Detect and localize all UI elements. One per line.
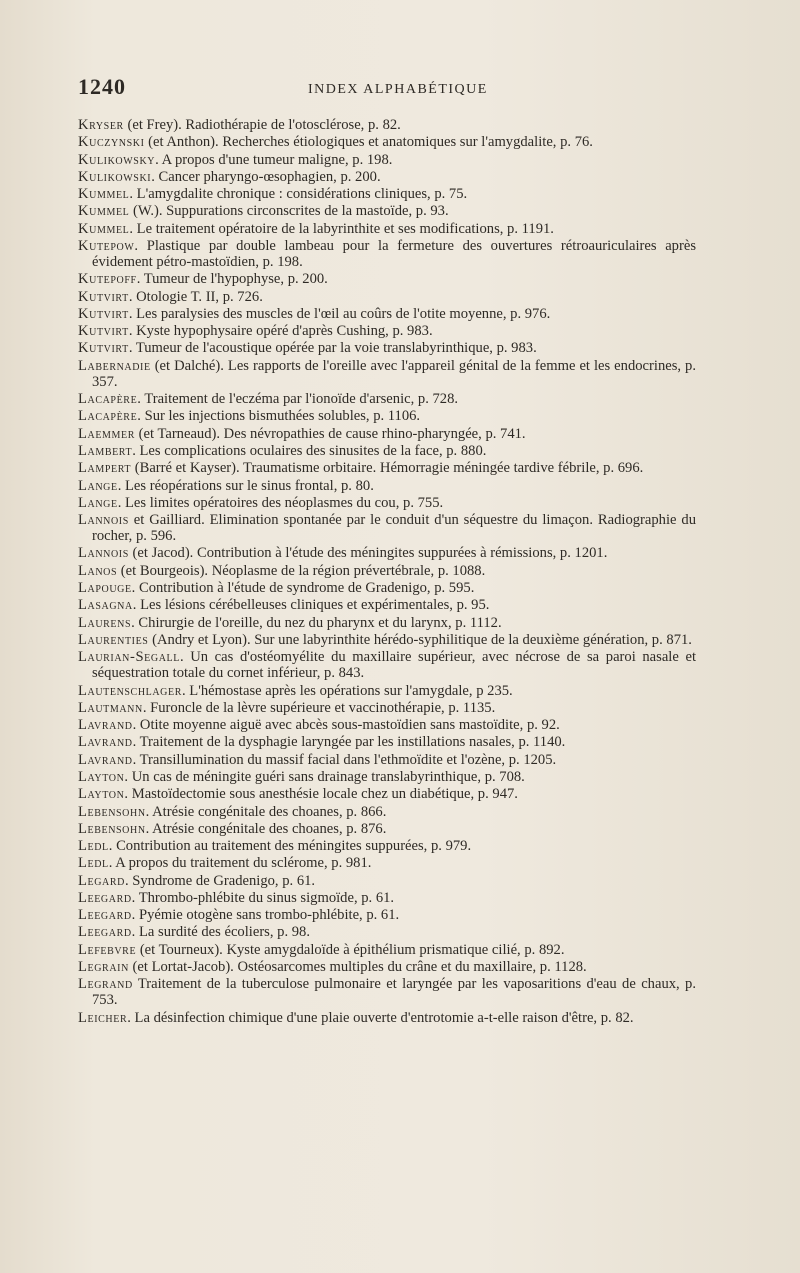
- index-entry: [78, 495, 696, 511]
- index-entry: [78, 821, 696, 837]
- entry-author: Lebensohn: [78, 803, 146, 820]
- entry-author: Lautenschlager: [78, 682, 182, 699]
- index-entry: [78, 804, 696, 820]
- entry-author: Lavrand: [78, 751, 133, 768]
- entry-author: Labernadie: [78, 357, 151, 374]
- entry-author: Kulikowski: [78, 168, 152, 185]
- index-entry: [78, 238, 696, 270]
- entry-text: . Furoncle de la lèvre supérieure et vaccinothérapie, p. 1135.: [142, 699, 496, 716]
- index-entry: [78, 752, 696, 768]
- index-entry: [78, 169, 696, 185]
- index-entry: [78, 734, 696, 750]
- entry-author: Layton: [78, 786, 125, 803]
- entry-text: . Kyste hypophysaire opéré d'après Cushing, p. 983.: [128, 323, 433, 340]
- entry-text: (Barré et Kayser). Traumatisme orbitaire. Hémorragie méningée tardive fébrile, p. 696.: [131, 460, 644, 477]
- entry-author: Leegard: [78, 907, 132, 924]
- page-number: 1240: [78, 74, 126, 99]
- index-entry: [78, 873, 696, 889]
- entry-text: (et Lortat-Jacob). Ostéosarcomes multiples du crâne et du maxillaire, p. 1128.: [128, 959, 587, 976]
- entry-author: Kutvirt: [78, 305, 129, 322]
- index-entry: [78, 890, 696, 906]
- index-entry: [78, 426, 696, 442]
- index-entry: [78, 855, 696, 871]
- index-entry: [78, 340, 696, 356]
- entry-text: . Les lésions cérébelleuses cliniques et expérimentales, p. 95.: [132, 597, 490, 614]
- entry-author: Kutepow: [78, 237, 135, 254]
- entry-text: . La surdité des écoliers, p. 98.: [131, 924, 310, 941]
- index-entry: [78, 117, 696, 133]
- index-entry: [78, 683, 696, 699]
- entry-author: Lasagna: [78, 597, 133, 614]
- entry-author: Kuczynski: [78, 134, 145, 151]
- index-entry: [78, 597, 696, 613]
- entry-author: Layton: [78, 768, 125, 785]
- entry-author: Laemmer: [78, 425, 136, 442]
- entry-author: Lacapère: [78, 391, 138, 408]
- index-entry: [78, 391, 696, 407]
- index-entry: [78, 786, 696, 802]
- index-entry: [78, 907, 696, 923]
- index-entry: [78, 134, 696, 150]
- entry-author: Legrand: [78, 976, 133, 993]
- entry-text: (W.). Suppurations circonscrites de la mastoïde, p. 93.: [129, 203, 449, 220]
- entry-text: Traitement de la tuberculose pulmonaire et laryngée par les vaposaritions d'eau de chaux, p. 753.: [92, 976, 696, 1009]
- entry-author: Lanos: [78, 562, 118, 579]
- entry-text: (et Anthon). Recherches étiologiques et anatomiques sur l'amygdalite, p. 76.: [144, 134, 593, 151]
- entry-text: . Cancer pharyngo-œsophagien, p. 200.: [151, 168, 381, 185]
- entry-text: . Tumeur de l'acoustique opérée par la voie translabyrinthique, p. 983.: [128, 340, 537, 357]
- entry-author: Lange: [78, 494, 118, 511]
- index-entry: [78, 942, 696, 958]
- entry-text: . Sur les injections bismuthées solubles, p. 1106.: [137, 408, 421, 425]
- entry-author: Kummel: [78, 186, 130, 203]
- index-entry: [78, 152, 696, 168]
- entry-text: . A propos d'une tumeur maligne, p. 198.: [155, 151, 393, 168]
- entry-text: . Un cas de méningite guéri sans drainage translabyrinthique, p. 708.: [124, 768, 525, 785]
- entry-text: . Atrésie congénitale des choanes, p. 866.: [145, 803, 387, 820]
- entry-text: . Thrombo-phlébite du sinus sigmoïde, p. 61.: [131, 889, 395, 906]
- entry-author: Laurens: [78, 614, 132, 631]
- entry-text: (et Jacod). Contribution à l'étude des méningites suppurées à rémissions, p. 1201.: [128, 545, 608, 562]
- entry-author: Leegard: [78, 924, 132, 941]
- entry-text: . Traitement de l'eczéma par l'ionoïde d'arsenic, p. 728.: [137, 391, 459, 408]
- entry-author: Leicher: [78, 1009, 128, 1026]
- entry-text: . Contribution à l'étude de syndrome de Gradenigo, p. 595.: [131, 580, 475, 597]
- entry-author: Lampert: [78, 460, 132, 477]
- entry-text: . L'hémostase après les opérations sur l'amygdale, p 235.: [181, 682, 513, 699]
- entry-author: Lavrand: [78, 717, 133, 734]
- entry-text: . Atrésie congénitale des choanes, p. 876.: [145, 820, 387, 837]
- entry-text: . Otite moyenne aiguë avec abcès sous-mastoïdien sans mastoïdite, p. 92.: [132, 717, 560, 734]
- entry-text: . Mastoïdectomie sous anesthésie locale chez un diabétique, p. 947.: [124, 786, 518, 803]
- entry-author: Lebensohn: [78, 820, 146, 837]
- entry-text: (et Bourgeois). Néoplasme de la région prévertébrale, p. 1088.: [117, 562, 486, 579]
- entry-text: . Contribution au traitement des méningites suppurées, p. 979.: [108, 838, 472, 855]
- index-entry: [78, 563, 696, 579]
- entry-text: . Le traitement opératoire de la labyrinthite et ses modifications, p. 1191.: [129, 220, 554, 237]
- index-entry: [78, 271, 696, 287]
- entry-author: Kutvirt: [78, 323, 129, 340]
- entry-text: . Les complications oculaires des sinusites de la face, p. 880.: [132, 442, 487, 459]
- entry-text: . Chirurgie de l'oreille, du nez du pharynx et du larynx, p. 1112.: [131, 614, 502, 631]
- entry-author: Lange: [78, 477, 118, 494]
- index-entry: [78, 545, 696, 561]
- index-entry: [78, 769, 696, 785]
- index-entry: [78, 976, 696, 1008]
- entry-text: . L'amygdalite chronique : considérations cliniques, p. 75.: [129, 186, 468, 203]
- entry-author: Kulikowsky: [78, 151, 156, 168]
- entry-text: (Andry et Lyon). Sur une labyrinthite hérédo-syphilitique de la deuxième génération, p. 871.: [148, 631, 692, 648]
- index-entry: [78, 649, 696, 681]
- index-entry: [78, 512, 696, 544]
- index-entry: [78, 615, 696, 631]
- entry-text: . Les paralysies des muscles de l'œil au coûrs de l'otite moyenne, p. 976.: [128, 305, 551, 322]
- entry-text: (et Frey). Radiothérapie de l'otosclérose, p. 82.: [123, 117, 401, 133]
- index-entry: [78, 1010, 696, 1026]
- index-entry: [78, 478, 696, 494]
- entry-author: Lautmann: [78, 699, 143, 716]
- index-entry: [78, 717, 696, 733]
- entry-text: (et Tarneaud). Des névropathies de cause rhino-pharyngée, p. 741.: [135, 425, 526, 442]
- entry-author: Lavrand: [78, 734, 133, 751]
- entry-text: (et Dalché). Les rapports de l'oreille avec l'appareil génital de la femme et les endocrines, p. 357.: [92, 357, 696, 390]
- entry-author: Legrain: [78, 959, 129, 976]
- entry-author: Kutvirt: [78, 340, 129, 357]
- entry-author: Lacapère: [78, 408, 138, 425]
- index-entry: [78, 408, 696, 424]
- index-entries: [78, 117, 696, 1027]
- entry-text: (et Tourneux). Kyste amygdaloïde à épithélium prismatique cilié, p. 892.: [136, 941, 565, 958]
- index-entry: [78, 460, 696, 476]
- entry-author: Kummel: [78, 203, 130, 220]
- entry-text: et Gailliard. Elimination spontanée par le conduit d'un séquestre du limaçon. Radiographie du rocher, p. 596.: [92, 512, 696, 545]
- index-entry: [78, 203, 696, 219]
- entry-author: Lambert: [78, 442, 133, 459]
- index-entry: [78, 443, 696, 459]
- entry-text: . Syndrome de Gradenigo, p. 61.: [124, 872, 316, 889]
- entry-author: Lapouge: [78, 580, 132, 597]
- index-entry: [78, 700, 696, 716]
- entry-author: Ledl: [78, 838, 109, 855]
- entry-text: . Pyémie otogène sans trombo-phlébite, p. 61.: [131, 907, 400, 924]
- index-entry: [78, 959, 696, 975]
- entry-author: Laurenties: [78, 631, 149, 648]
- entry-author: Kryser: [78, 117, 124, 133]
- entry-text: . Un cas d'ostéomyélite du maxillaire supérieur, avec nécrose de sa paroi nasale et séquestration totale du cornet inférieur, p. 843.: [92, 649, 696, 682]
- entry-text: . A propos du traitement du sclérome, p. 981.: [108, 855, 372, 872]
- entry-author: Lannois: [78, 512, 129, 529]
- index-entry: [78, 632, 696, 648]
- index-entry: [78, 838, 696, 854]
- entry-text: . Plastique par double lambeau pour la fermeture des ouvertures rétroauriculaires après évidement pétro-mastoïdien, p. 198.: [92, 237, 696, 271]
- page-header: [78, 74, 688, 104]
- entry-text: . Transillumination du massif facial dans l'ethmoïdite et l'ozène, p. 1205.: [132, 751, 557, 768]
- entry-author: Legard: [78, 872, 125, 889]
- index-entry: [78, 306, 696, 322]
- entry-text: . Les réopérations sur le sinus frontal, p. 80.: [117, 477, 374, 494]
- entry-author: Kummel: [78, 220, 130, 237]
- index-entry: [78, 323, 696, 339]
- entry-text: . Otologie T. II, p. 726.: [128, 288, 263, 305]
- entry-author: Lannois: [78, 545, 129, 562]
- entry-text: . Traitement de la dysphagie laryngée par les instillations nasales, p. 1140.: [132, 734, 566, 751]
- entry-text: . Tumeur de l'hypophyse, p. 200.: [136, 271, 328, 288]
- entry-text: . Les limites opératoires des néoplasmes du cou, p. 755.: [117, 494, 444, 511]
- index-entry: [78, 186, 696, 202]
- index-entry: [78, 358, 696, 390]
- entry-text: . La désinfection chimique d'une plaie ouverte d'entrotomie a-t-elle raison d'être, p. 82.: [127, 1009, 634, 1026]
- entry-author: Lefebvre: [78, 941, 137, 958]
- index-entry: [78, 924, 696, 940]
- index-entry: [78, 580, 696, 596]
- index-entry: [78, 289, 696, 305]
- entry-author: Leegard: [78, 889, 132, 906]
- index-entry: [78, 221, 696, 237]
- entry-author: Ledl: [78, 855, 109, 872]
- entry-author: Kutepoff: [78, 271, 137, 288]
- running-title: INDEX ALPHABÉTIQUE: [308, 82, 488, 97]
- entry-author: Laurian-Segall: [78, 649, 180, 666]
- entry-author: Kutvirt: [78, 288, 129, 305]
